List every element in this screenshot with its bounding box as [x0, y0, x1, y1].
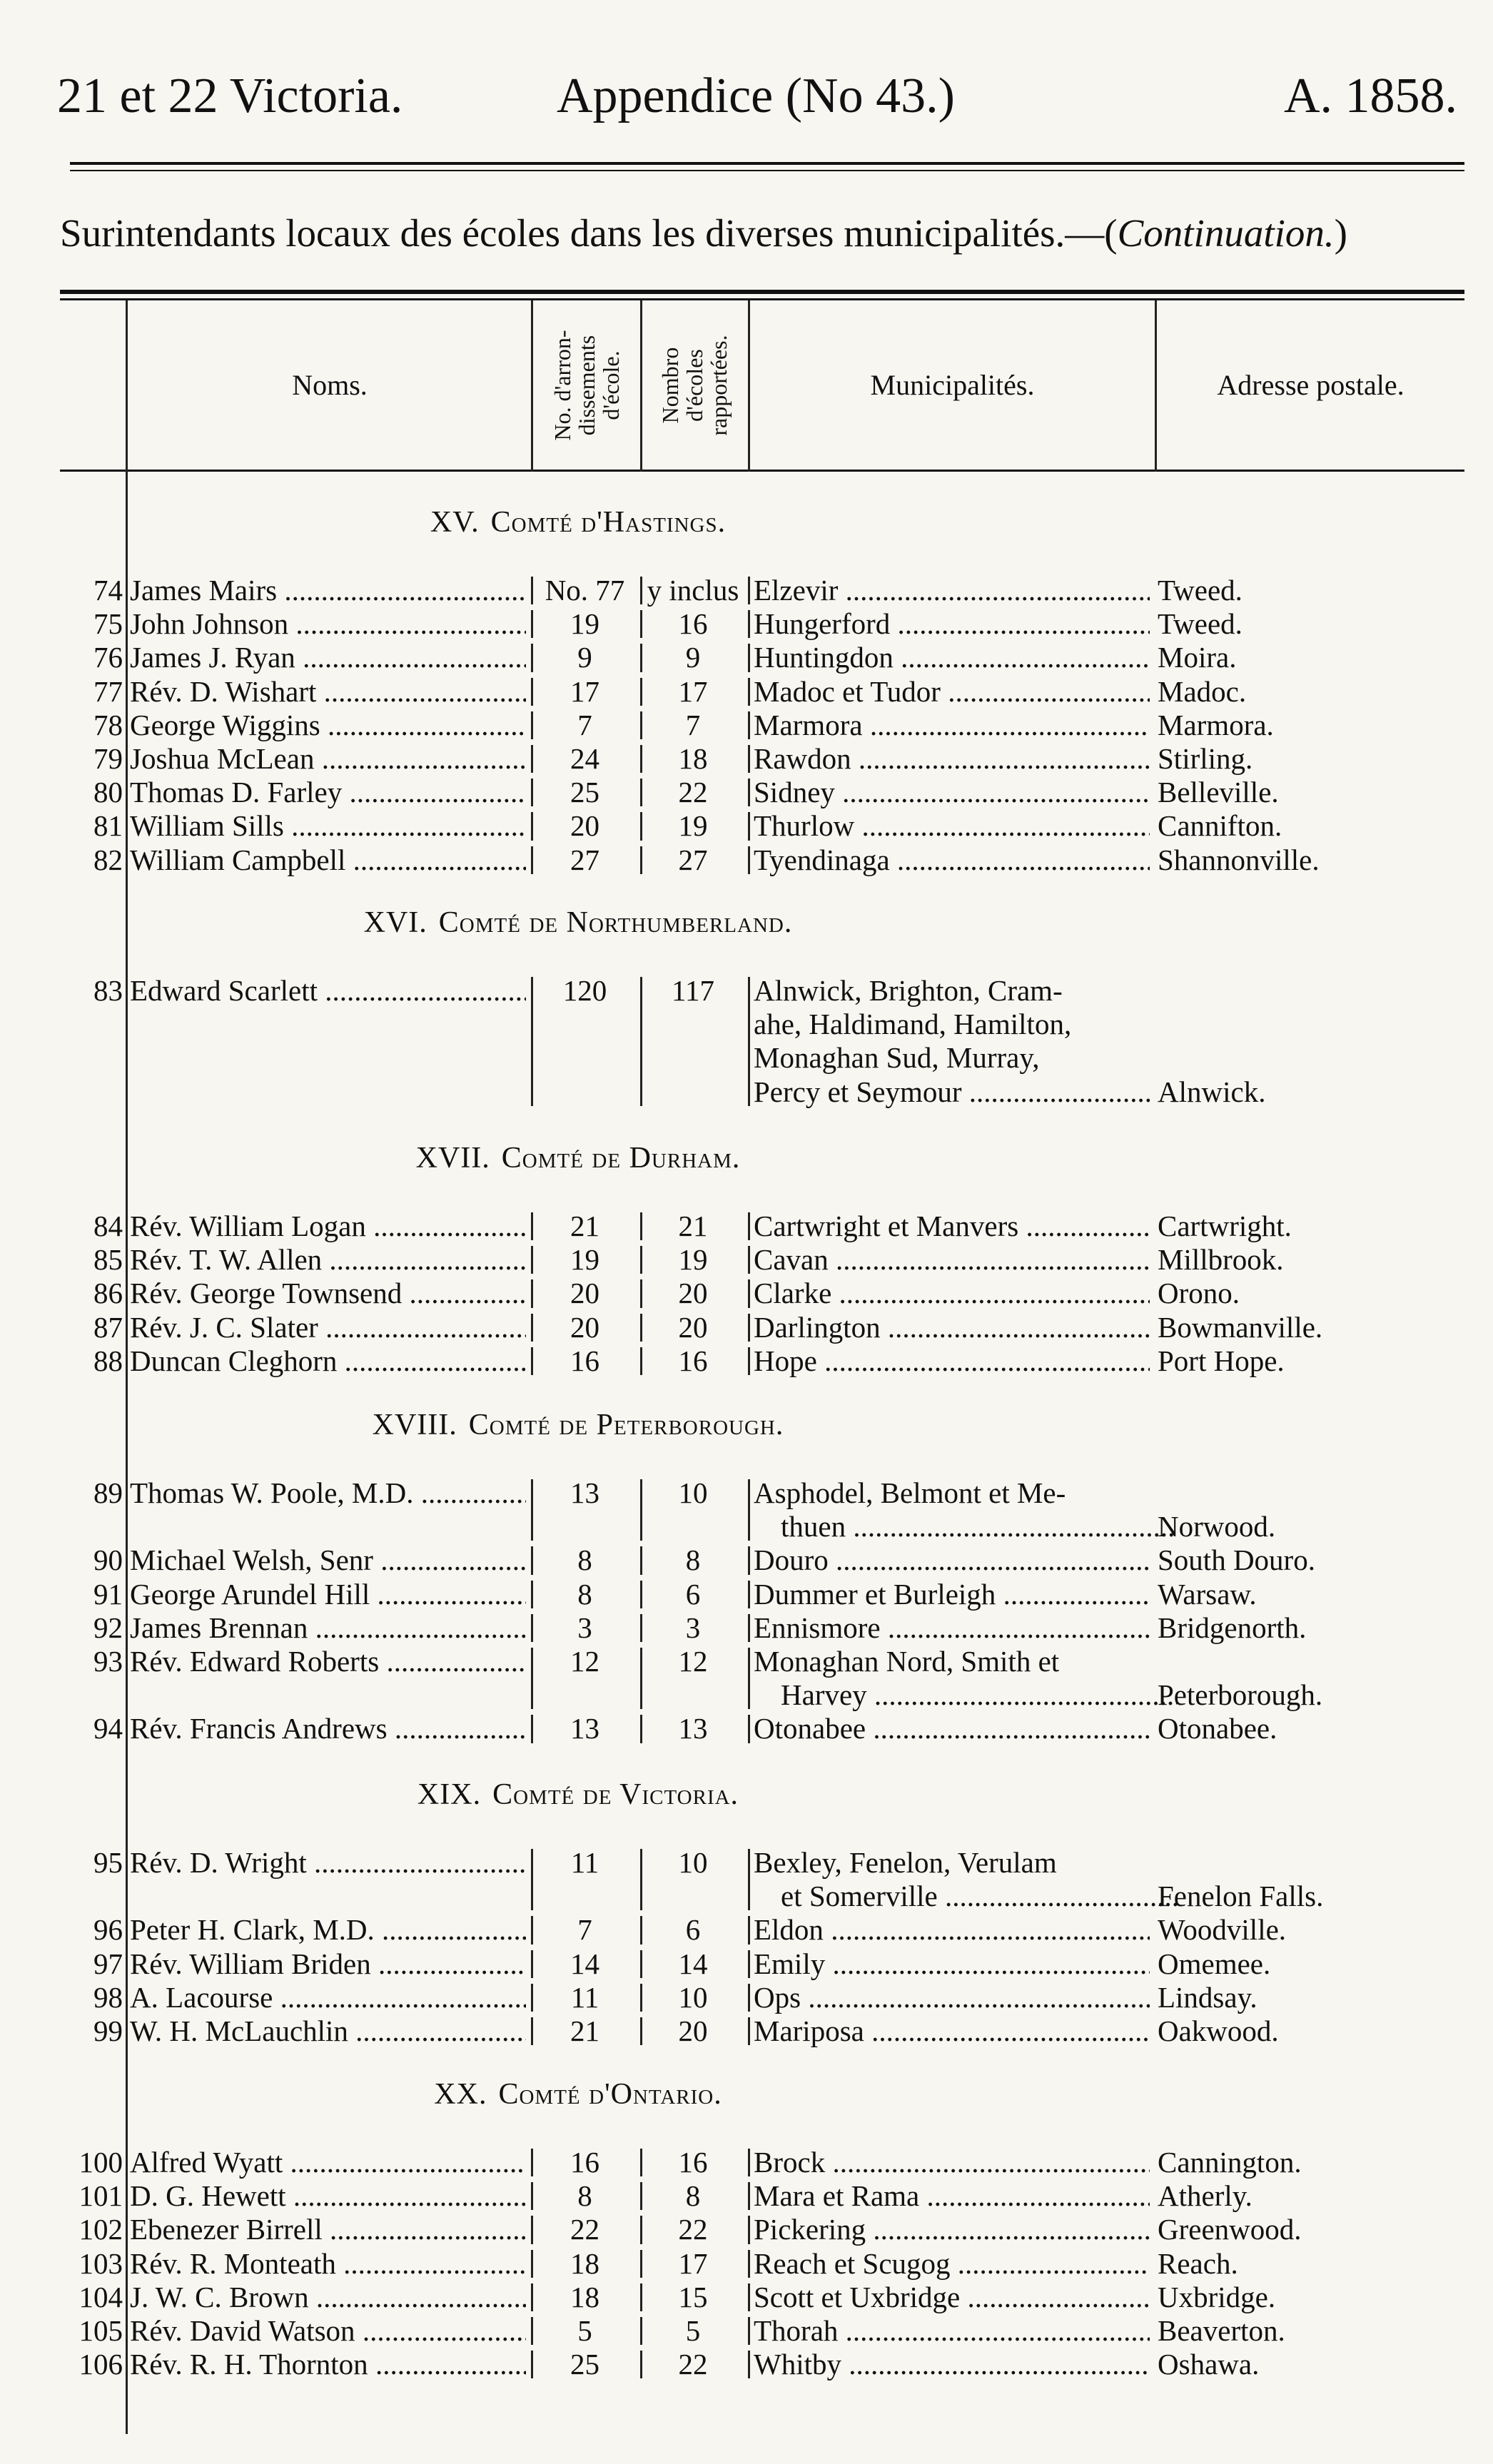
superintendent-name: George Arundel Hill ..... — [130, 1578, 526, 1611]
municipality: Madoc et Tudor ..... — [754, 675, 1150, 709]
table-header-rule — [60, 470, 1464, 472]
table-row — [0, 2348, 1493, 2381]
schools-reported-count: 8 — [685, 1543, 701, 1577]
municipality: Mariposa ..... — [754, 2014, 1150, 2048]
school-district-count: 16 — [570, 2146, 599, 2179]
section-title — [0, 1777, 1156, 1812]
table-row — [0, 974, 1493, 1008]
superintendent-name: Thomas W. Poole, M.D. ..... — [130, 1476, 526, 1510]
section-county: Comté de Northumberland. — [438, 906, 793, 939]
table-row-continuation — [0, 1075, 1493, 1109]
schools-reported-count: 117 — [672, 974, 714, 1007]
row-number: 74 — [93, 574, 123, 607]
superintendent-name: Rév. D. Wishart ..... — [130, 675, 526, 709]
municipality: Otonabee ..... — [754, 1712, 1150, 1745]
row-number: 98 — [93, 1980, 123, 2014]
row-number: 89 — [93, 1476, 123, 1509]
superintendent-name: J. W. C. Brown ..... — [130, 2281, 526, 2314]
postal-address: Greenwood. — [1158, 2213, 1302, 2246]
row-number: 102 — [79, 2213, 123, 2246]
table-row — [0, 641, 1493, 674]
table-row — [0, 2281, 1493, 2314]
schools-reported-count: 21 — [678, 1210, 708, 1242]
col-divider-header-arr — [640, 300, 642, 472]
row-number: 86 — [93, 1277, 123, 1310]
schools-reported-count: 13 — [678, 1712, 708, 1745]
row-number: 77 — [93, 674, 123, 708]
school-district-count: 120 — [562, 974, 607, 1007]
schools-reported-count: 12 — [678, 1645, 708, 1678]
schools-reported-count: 14 — [678, 1947, 708, 1980]
municipality: Rawdon ..... — [754, 742, 1150, 776]
schools-reported-count: 19 — [678, 809, 708, 843]
postal-address: Shannonville. — [1158, 843, 1320, 876]
table-row — [0, 1981, 1493, 2014]
table-row — [0, 2314, 1493, 2348]
postal-address: Cannington. — [1158, 2146, 1302, 2179]
postal-address: Oakwood. — [1158, 2014, 1279, 2047]
table-row — [0, 2247, 1493, 2281]
schools-reported-count: 3 — [685, 1611, 701, 1644]
table-row — [0, 675, 1493, 709]
superintendent-name: James J. Ryan ..... — [130, 641, 526, 674]
superintendent-name: Rév. William Logan ..... — [130, 1210, 526, 1243]
superintendent-name: Ebenezer Birrell ..... — [130, 2213, 526, 2246]
row-number: 94 — [93, 1712, 123, 1745]
municipality: Ennismore ..... — [754, 1611, 1150, 1645]
school-district-count: 14 — [570, 1947, 599, 1980]
table-row — [0, 2146, 1493, 2179]
postal-address: Cartwright. — [1158, 1210, 1292, 1242]
school-district-count: 21 — [570, 2014, 599, 2047]
table-row — [0, 1210, 1493, 1243]
municipality: Monaghan Sud, Murray, — [754, 1041, 1040, 1075]
table-row-continuation — [0, 1678, 1493, 1712]
table-row — [0, 709, 1493, 742]
municipality: Scott et Uxbridge ..... — [754, 2281, 1150, 2314]
school-district-count: No. 77 — [545, 574, 625, 607]
superintendent-name: Michael Welsh, Senr ..... — [130, 1543, 526, 1577]
postal-address: Norwood. — [1158, 1510, 1276, 1543]
table-top-rule-thick — [60, 290, 1464, 294]
superintendent-name: Rév. Francis Andrews ..... — [130, 1712, 526, 1745]
postal-address: Uxbridge. — [1158, 2280, 1276, 2313]
postal-address: Millbrook. — [1158, 1243, 1284, 1277]
postal-address: Tweed. — [1158, 607, 1243, 641]
superintendent-name: Rév. D. Wright ..... — [130, 1846, 526, 1880]
postal-address: Madoc. — [1158, 674, 1247, 708]
postal-address: Alnwick. — [1158, 1075, 1266, 1108]
schools-reported-count: 17 — [678, 2246, 708, 2280]
table-row — [0, 1476, 1493, 1510]
postal-address: Bowmanville. — [1158, 1310, 1323, 1344]
superintendent-name: Alfred Wyatt ..... — [130, 2146, 526, 2179]
superintendent-name: Duncan Cleghorn ..... — [130, 1344, 526, 1378]
postal-address: Cannifton. — [1158, 809, 1282, 843]
postal-address: Port Hope. — [1158, 1344, 1285, 1377]
section-title — [0, 905, 1156, 941]
superintendent-name: Rév. David Watson ..... — [130, 2314, 526, 2348]
superintendent-name: Rév. George Townsend ..... — [130, 1277, 526, 1310]
row-number: 97 — [93, 1947, 123, 1980]
table-row — [0, 1913, 1493, 1947]
schools-reported-count: 9 — [685, 641, 701, 674]
row-number: 90 — [93, 1543, 123, 1577]
school-district-count: 3 — [577, 1611, 592, 1644]
postal-address: Otonabee. — [1158, 1712, 1277, 1745]
postal-address: Atherly. — [1158, 2179, 1252, 2213]
schools-reported-count: 27 — [678, 843, 708, 876]
superintendent-name: Joshua McLean ..... — [130, 742, 526, 776]
school-district-count: 18 — [570, 2246, 599, 2280]
superintendent-name: Rév. William Briden ..... — [130, 1947, 526, 1981]
row-number: 76 — [93, 641, 123, 674]
school-district-count: 17 — [570, 674, 599, 708]
row-number: 105 — [79, 2314, 123, 2347]
postal-address: Marmora. — [1158, 708, 1274, 741]
municipality: Sidney ..... — [754, 776, 1150, 809]
row-number: 95 — [93, 1846, 123, 1879]
superintendent-name: James Brennan ..... — [130, 1611, 526, 1645]
table-row — [0, 1277, 1493, 1310]
table-row — [0, 1611, 1493, 1645]
superintendent-name: Rév. R. Monteath ..... — [130, 2247, 526, 2281]
municipality: Dummer et Burleigh ..... — [754, 1578, 1150, 1611]
schools-reported-count: 10 — [678, 1846, 708, 1879]
schools-reported-count: 16 — [678, 2146, 708, 2179]
school-district-count: 11 — [570, 1980, 599, 2014]
section-numeral: XVI. — [363, 906, 427, 939]
row-number: 88 — [93, 1344, 123, 1377]
superintendent-name: Rév. Edward Roberts ..... — [130, 1645, 526, 1678]
superintendent-name: Rév. J. C. Slater ..... — [130, 1311, 526, 1344]
school-district-count: 12 — [570, 1645, 599, 1678]
superintendent-name: Peter H. Clark, M.D. ..... — [130, 1913, 526, 1947]
postal-address: Fenelon Falls. — [1158, 1880, 1324, 1913]
schools-reported-count: 22 — [678, 2348, 708, 2381]
municipality: Thorah ..... — [754, 2314, 1150, 2348]
school-district-count: 19 — [570, 607, 599, 641]
school-district-count: 11 — [570, 1846, 599, 1879]
table-row-continuation — [0, 1880, 1493, 1913]
superintendent-name: Rév. R. H. Thornton ..... — [130, 2348, 526, 2381]
row-number: 83 — [93, 974, 123, 1007]
schools-reported-count: 18 — [678, 742, 708, 775]
postal-address: Belleville. — [1158, 776, 1279, 809]
section-county: Comté d'Hastings. — [490, 506, 727, 539]
postal-address: Woodville. — [1158, 1913, 1287, 1947]
header-rule-bottom — [70, 170, 1464, 171]
postal-address: Oshawa. — [1158, 2348, 1260, 2381]
postal-address: South Douro. — [1158, 1543, 1315, 1577]
municipality: Monaghan Nord, Smith et — [754, 1645, 1060, 1678]
municipality: Elzevir ..... — [754, 574, 1150, 607]
column-header-adresse: Adresse postale. — [1217, 368, 1405, 401]
municipality: Clarke ..... — [754, 1277, 1150, 1310]
schools-reported-count: 6 — [685, 1577, 701, 1611]
superintendent-name: George Wiggins ..... — [130, 709, 526, 742]
schools-reported-count: 22 — [678, 776, 708, 809]
school-district-count: 13 — [570, 1476, 599, 1509]
municipality: Emily ..... — [754, 1947, 1150, 1981]
school-district-count: 21 — [570, 1210, 599, 1242]
municipality: ahe, Haldimand, Hamilton, — [754, 1008, 1072, 1041]
school-district-count: 7 — [577, 708, 592, 741]
table-row — [0, 776, 1493, 809]
row-number: 92 — [93, 1611, 123, 1644]
postal-address: Moira. — [1158, 641, 1237, 674]
schools-reported-count: 22 — [678, 2213, 708, 2246]
municipality: Hungerford ..... — [754, 607, 1150, 641]
schools-reported-count: 16 — [678, 607, 708, 641]
section-numeral: XX. — [434, 2078, 487, 2111]
schools-reported-count: 20 — [678, 1277, 708, 1310]
school-district-count: 24 — [570, 742, 599, 775]
section-numeral: XV. — [430, 506, 480, 539]
table-row — [0, 1578, 1493, 1611]
school-district-count: 7 — [577, 1913, 592, 1947]
row-number: 100 — [79, 2146, 123, 2179]
municipality: Harvey ..... — [754, 1678, 1177, 1712]
table-row — [0, 2014, 1493, 2048]
municipality: Thurlow ..... — [754, 809, 1150, 843]
school-district-count: 13 — [570, 1712, 599, 1745]
row-number: 93 — [93, 1645, 123, 1678]
schools-reported-count: 15 — [678, 2280, 708, 2313]
table-row — [0, 574, 1493, 607]
table-row — [0, 607, 1493, 641]
section-county: Comté de Peterborough. — [468, 1409, 784, 1441]
school-district-count: 25 — [570, 776, 599, 809]
school-district-count: 5 — [577, 2314, 592, 2347]
section-numeral: XVIII. — [372, 1409, 457, 1441]
section-title — [0, 1407, 1156, 1443]
table-row — [0, 2179, 1493, 2213]
schools-reported-count: y inclus — [647, 574, 739, 607]
postal-address: Beaverton. — [1158, 2314, 1285, 2347]
schools-reported-count: 6 — [685, 1913, 701, 1947]
municipality: Bexley, Fenelon, Verulam — [754, 1846, 1057, 1879]
superintendent-name: James Mairs ..... — [130, 574, 526, 607]
municipality: Huntingdon ..... — [754, 641, 1150, 674]
table-row — [0, 1543, 1493, 1577]
schools-reported-count: 8 — [685, 2179, 701, 2213]
school-district-count: 9 — [577, 641, 592, 674]
col-divider-header-name — [531, 300, 533, 472]
table-row — [0, 843, 1493, 877]
municipality: Brock ..... — [754, 2146, 1150, 2179]
school-district-count: 20 — [570, 1277, 599, 1310]
column-header-noms: Noms. — [292, 368, 368, 401]
row-number: 99 — [93, 2014, 123, 2047]
row-number: 82 — [93, 843, 123, 876]
row-number: 87 — [93, 1310, 123, 1344]
table-row-continuation — [0, 1041, 1493, 1075]
schools-reported-count: 10 — [678, 1980, 708, 2014]
row-number: 96 — [93, 1913, 123, 1947]
school-district-count: 22 — [570, 2213, 599, 2246]
section-county: Comté de Victoria. — [492, 1778, 739, 1811]
municipality: Mara et Rama ..... — [754, 2179, 1150, 2213]
table-row — [0, 742, 1493, 776]
schools-reported-count: 20 — [678, 1310, 708, 1344]
row-number: 80 — [93, 776, 123, 809]
municipality: Percy et Seymour ..... — [754, 1075, 1150, 1109]
table-row — [0, 809, 1493, 843]
header-year: A. 1858. — [1283, 69, 1457, 123]
schools-reported-count: 7 — [685, 708, 701, 741]
municipality: Eldon ..... — [754, 1913, 1150, 1947]
superintendent-name: A. Lacourse ..... — [130, 1981, 526, 2014]
municipality: Douro ..... — [754, 1543, 1150, 1577]
header-rule-top — [70, 162, 1464, 165]
superintendent-name: D. G. Hewett ..... — [130, 2179, 526, 2213]
row-number: 78 — [93, 708, 123, 741]
postal-address: Warsaw. — [1158, 1577, 1257, 1611]
column-header-ecoles: Nombro d'écoles rapportées. — [657, 335, 732, 436]
municipality: et Somerville ..... — [754, 1880, 1177, 1913]
table-row — [0, 1311, 1493, 1344]
schools-reported-count: 16 — [678, 1344, 708, 1377]
municipality: Marmora ..... — [754, 709, 1150, 742]
school-district-count: 8 — [577, 2179, 592, 2213]
row-number: 104 — [79, 2280, 123, 2313]
table-row — [0, 1947, 1493, 1981]
municipality: Reach et Scugog ..... — [754, 2247, 1150, 2281]
superintendent-name: John Johnson ..... — [130, 607, 526, 641]
school-district-count: 8 — [577, 1543, 592, 1577]
school-district-count: 20 — [570, 809, 599, 843]
section-title — [0, 505, 1156, 540]
row-number: 106 — [79, 2348, 123, 2381]
municipality: thuen ..... — [754, 1510, 1177, 1543]
superintendent-name: Rév. T. W. Allen ..... — [130, 1243, 526, 1277]
row-number: 91 — [93, 1577, 123, 1611]
row-number: 79 — [93, 742, 123, 775]
municipality: Hope ..... — [754, 1344, 1150, 1378]
schools-reported-count: 5 — [685, 2314, 701, 2347]
superintendent-name: W. H. McLauchlin ..... — [130, 2014, 526, 2048]
table-row — [0, 1712, 1493, 1745]
postal-address: Omemee. — [1158, 1947, 1271, 1980]
table-row — [0, 1846, 1493, 1880]
municipality: Alnwick, Brighton, Cram- — [754, 974, 1063, 1007]
municipality: Pickering ..... — [754, 2213, 1150, 2246]
school-district-count: 19 — [570, 1243, 599, 1277]
column-header-municipalites: Municipalités. — [870, 368, 1035, 401]
section-county: Comté d'Ontario. — [498, 2078, 722, 2111]
schools-reported-count: 10 — [678, 1476, 708, 1509]
municipality: Cartwright et Manvers ..... — [754, 1210, 1150, 1243]
school-district-count: 20 — [570, 1310, 599, 1344]
row-number: 75 — [93, 607, 123, 641]
postal-address: Lindsay. — [1158, 1980, 1257, 2014]
section-numeral: XIX. — [417, 1778, 482, 1811]
postal-address: Orono. — [1158, 1277, 1240, 1310]
section-title — [0, 1140, 1156, 1176]
section-county: Comté de Durham. — [501, 1142, 741, 1175]
postal-address: Peterborough. — [1158, 1678, 1323, 1712]
municipality: Whitby ..... — [754, 2348, 1150, 2381]
superintendent-name: Thomas D. Farley ..... — [130, 776, 526, 809]
school-district-count: 8 — [577, 1577, 592, 1611]
column-header-arrondissements: No. d'arron- dissements d'école. — [550, 330, 624, 441]
table-row — [0, 1645, 1493, 1678]
municipality: Cavan ..... — [754, 1243, 1150, 1277]
table-row-continuation — [0, 1008, 1493, 1041]
table-row-continuation — [0, 1510, 1493, 1543]
schools-reported-count: 17 — [678, 674, 708, 708]
postal-address: Bridgenorth. — [1158, 1611, 1307, 1644]
row-number: 85 — [93, 1243, 123, 1277]
table-row — [0, 2213, 1493, 2246]
table-row — [0, 1344, 1493, 1378]
schools-reported-count: 19 — [678, 1243, 708, 1277]
header-session: 21 et 22 Victoria. — [57, 69, 403, 123]
section-title — [0, 2077, 1156, 2112]
postal-address: Stirling. — [1158, 742, 1253, 775]
school-district-count: 18 — [570, 2280, 599, 2313]
row-number: 101 — [79, 2179, 123, 2213]
school-district-count: 25 — [570, 2348, 599, 2381]
schools-reported-count: 20 — [678, 2014, 708, 2047]
row-number: 103 — [79, 2246, 123, 2280]
postal-address: Tweed. — [1158, 574, 1243, 607]
school-district-count: 16 — [570, 1344, 599, 1377]
postal-address: Reach. — [1158, 2246, 1238, 2280]
section-numeral: XVII. — [415, 1142, 490, 1175]
municipality: Asphodel, Belmont et Me- — [754, 1476, 1066, 1509]
municipality: Tyendinaga ..... — [754, 843, 1150, 877]
header-appendix: Appendice (No 43.) — [557, 69, 955, 123]
municipality: Darlington ..... — [754, 1311, 1150, 1344]
municipality: Ops ..... — [754, 1981, 1150, 2014]
table-row — [0, 1243, 1493, 1277]
row-number: 81 — [93, 809, 123, 843]
superintendent-name: Edward Scarlett ..... — [130, 974, 526, 1008]
page-subtitle: Surintendants locaux des écoles dans les diverses municipalités.—(Continuation.) — [60, 211, 1347, 255]
superintendent-name: William Sills ..... — [130, 809, 526, 843]
row-number: 84 — [93, 1210, 123, 1242]
school-district-count: 27 — [570, 843, 599, 876]
superintendent-name: William Campbell ..... — [130, 843, 526, 877]
